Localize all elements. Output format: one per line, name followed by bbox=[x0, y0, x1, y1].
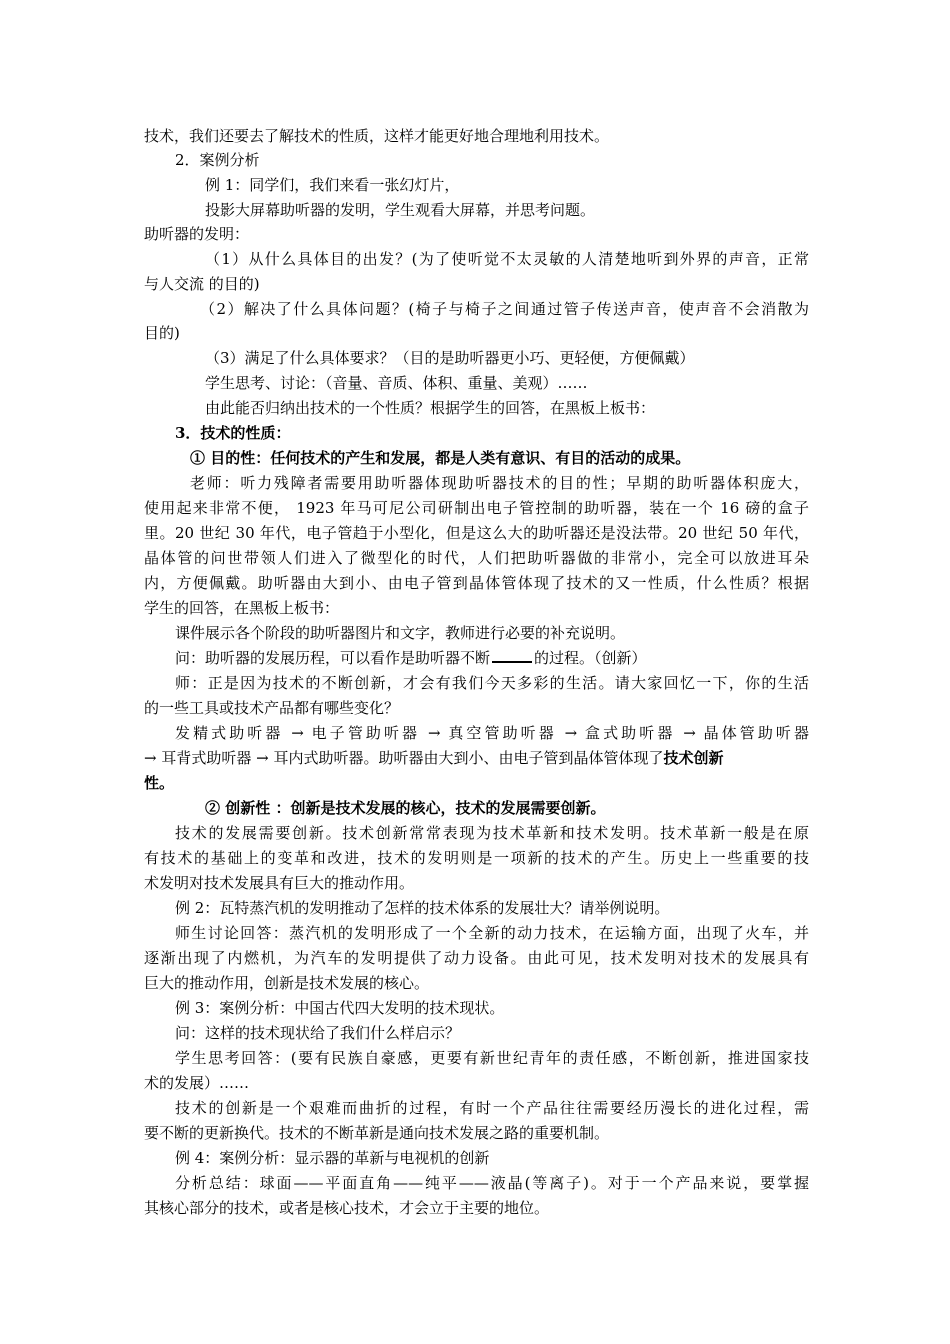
paragraph-line: 内，方便佩戴。助听器由大到小、由电子管到晶体管体现了技术的又一性质，什么性质？根据 bbox=[144, 574, 809, 592]
paragraph-line: 发精式助听器 → 电子管助听器 → 真空管助听器 → 盒式助听器 → 晶体管助听器 bbox=[175, 724, 809, 742]
paragraph-line: 学生思考、讨论：（音量、音质、体积、重量、美观）…… bbox=[205, 374, 588, 392]
paragraph-line: （1）从什么具体目的出发？(为了使听觉不太灵敏的人清楚地听到外界的声音，正常 bbox=[205, 250, 809, 268]
question-text: 问：助听器的发展历程，可以看作是助听器不断 bbox=[175, 649, 491, 667]
paragraph-line: 术发明对技术发展具有巨大的推动作用。 bbox=[144, 874, 415, 892]
paragraph-line: 师：正是因为技术的不断创新，才会有我们今天多彩的生活。请大家回忆一下，你的生活 bbox=[175, 674, 809, 692]
paragraph-line: 性。 bbox=[144, 774, 175, 792]
paragraph-line: 助听器的发明： bbox=[144, 225, 250, 243]
paragraph-line: 课件展示各个阶段的助听器图片和文字，教师进行必要的补充说明。 bbox=[175, 624, 626, 642]
paragraph-line: 例 2：瓦特蒸汽机的发明推动了怎样的技术体系的发展壮大？请举例说明。 bbox=[175, 899, 670, 917]
section-heading: 3．技术的性质： bbox=[175, 424, 291, 442]
paragraph-line: 使用起来非常不便， 1923 年马可尼公司研制出电子管控制的助听器，装在一个 16 磅的盒子 bbox=[144, 499, 809, 517]
paragraph-line: （3）满足了什么具体要求？（目的是助听器更小巧、更轻便，方便佩戴） bbox=[205, 349, 695, 367]
evolution-text: → 耳背式助听器 → 耳内式助听器。助听器由大到小、由电子管到晶体管体现了 bbox=[144, 749, 664, 767]
paragraph-line: （2）解决了什么具体问题？(椅子与椅子之间通过管子传送声音，使声音不会消散为 bbox=[200, 300, 809, 318]
paragraph-line: 由此能否归纳出技术的一个性质？根据学生的回答，在黑板上板书： bbox=[205, 399, 656, 417]
paragraph-line bbox=[144, 746, 809, 770]
paragraph-line: 技术的创新是一个艰难而曲折的过程，有时一个产品往往需要经历漫长的进化过程，需 bbox=[175, 1099, 809, 1117]
paragraph-line: 学生思考回答：(要有民族自豪感，更要有新世纪青年的责任感，不断创新，推进国家技 bbox=[175, 1049, 809, 1067]
paragraph-line: 里。20 世纪 30 年代，电子管趋于小型化，但是这么大的助听器还是没法带。20 世纪 50 年代， bbox=[144, 524, 809, 542]
paragraph-line: 例 4：案例分析：显示器的革新与电视机的创新 bbox=[175, 1149, 490, 1167]
paragraph-line: 老师：听力残障者需要用助听器体现助听器技术的目的性；早期的助听器体积庞大， bbox=[190, 474, 809, 492]
subsection-heading: ① 目的性：任何技术的产生和发展，都是人类有意识、有目的活动的成果。 bbox=[190, 449, 691, 467]
paragraph-line: 巨大的推动作用，创新是技术发展的核心。 bbox=[144, 974, 430, 992]
paragraph-line: 分析总结：球面——平面直角——纯平——液晶(等离子)。对于一个产品来说，要掌握 bbox=[175, 1174, 809, 1192]
question-answer: 的过程。（创新） bbox=[534, 649, 647, 667]
paragraph-line: 与人交流 的目的) bbox=[144, 275, 260, 293]
paragraph-line bbox=[175, 646, 840, 670]
paragraph-line: 问：这样的技术现状给了我们什么样启示？ bbox=[175, 1024, 461, 1042]
paragraph-line: 有技术的基础上的变革和改进，技术的发明则是一项新的技术的产生。历史上一些重要的技 bbox=[144, 849, 809, 867]
paragraph-line: 逐渐出现了内燃机，为汽车的发明提供了动力设备。由此可见，技术发明对技术的发展具有 bbox=[144, 949, 809, 967]
paragraph-line: 例 3：案例分析：中国古代四大发明的技术现状。 bbox=[175, 999, 505, 1017]
paragraph-line: 技术，我们还要去了解技术的性质，这样才能更好地合理地利用技术。 bbox=[144, 127, 610, 145]
paragraph-line: 技术的发展需要创新。技术创新常常表现为技术革新和技术发明。技术革新一般是在原 bbox=[175, 824, 809, 842]
paragraph-line: 学生的回答，在黑板上板书： bbox=[144, 599, 340, 617]
section-heading: 2．案例分析 bbox=[175, 151, 260, 169]
paragraph-line: 术的发展）…… bbox=[144, 1074, 250, 1092]
paragraph-line: 其核心部分的技术，或者是核心技术，才会立于主要的地位。 bbox=[144, 1199, 550, 1217]
paragraph-line: 目的) bbox=[144, 324, 180, 342]
emphasis-text: 技术创新 bbox=[663, 749, 724, 767]
subsection-heading: ② 创新性 ：创新是技术发展的核心，技术的发展需要创新。 bbox=[205, 799, 606, 817]
fill-in-blank bbox=[492, 647, 532, 663]
paragraph-line: 例 1：同学们，我们来看一张幻灯片， bbox=[205, 176, 460, 194]
paragraph-line: 要不断的更新换代。技术的不断革新是通向技术发展之路的重要机制。 bbox=[144, 1124, 610, 1142]
paragraph-line: 晶体管的问世带领人们进入了微型化的时代，人们把助听器做的非常小，完全可以放进耳朵 bbox=[144, 549, 809, 567]
paragraph-line: 的一些工具或技术产品都有哪些变化？ bbox=[144, 699, 400, 717]
paragraph-line: 师生讨论回答：蒸汽机的发明形成了一个全新的动力技术，在运输方面，出现了火车，并 bbox=[175, 924, 809, 942]
paragraph-line: 投影大屏幕助听器的发明，学生观看大屏幕，并思考问题。 bbox=[205, 201, 596, 219]
